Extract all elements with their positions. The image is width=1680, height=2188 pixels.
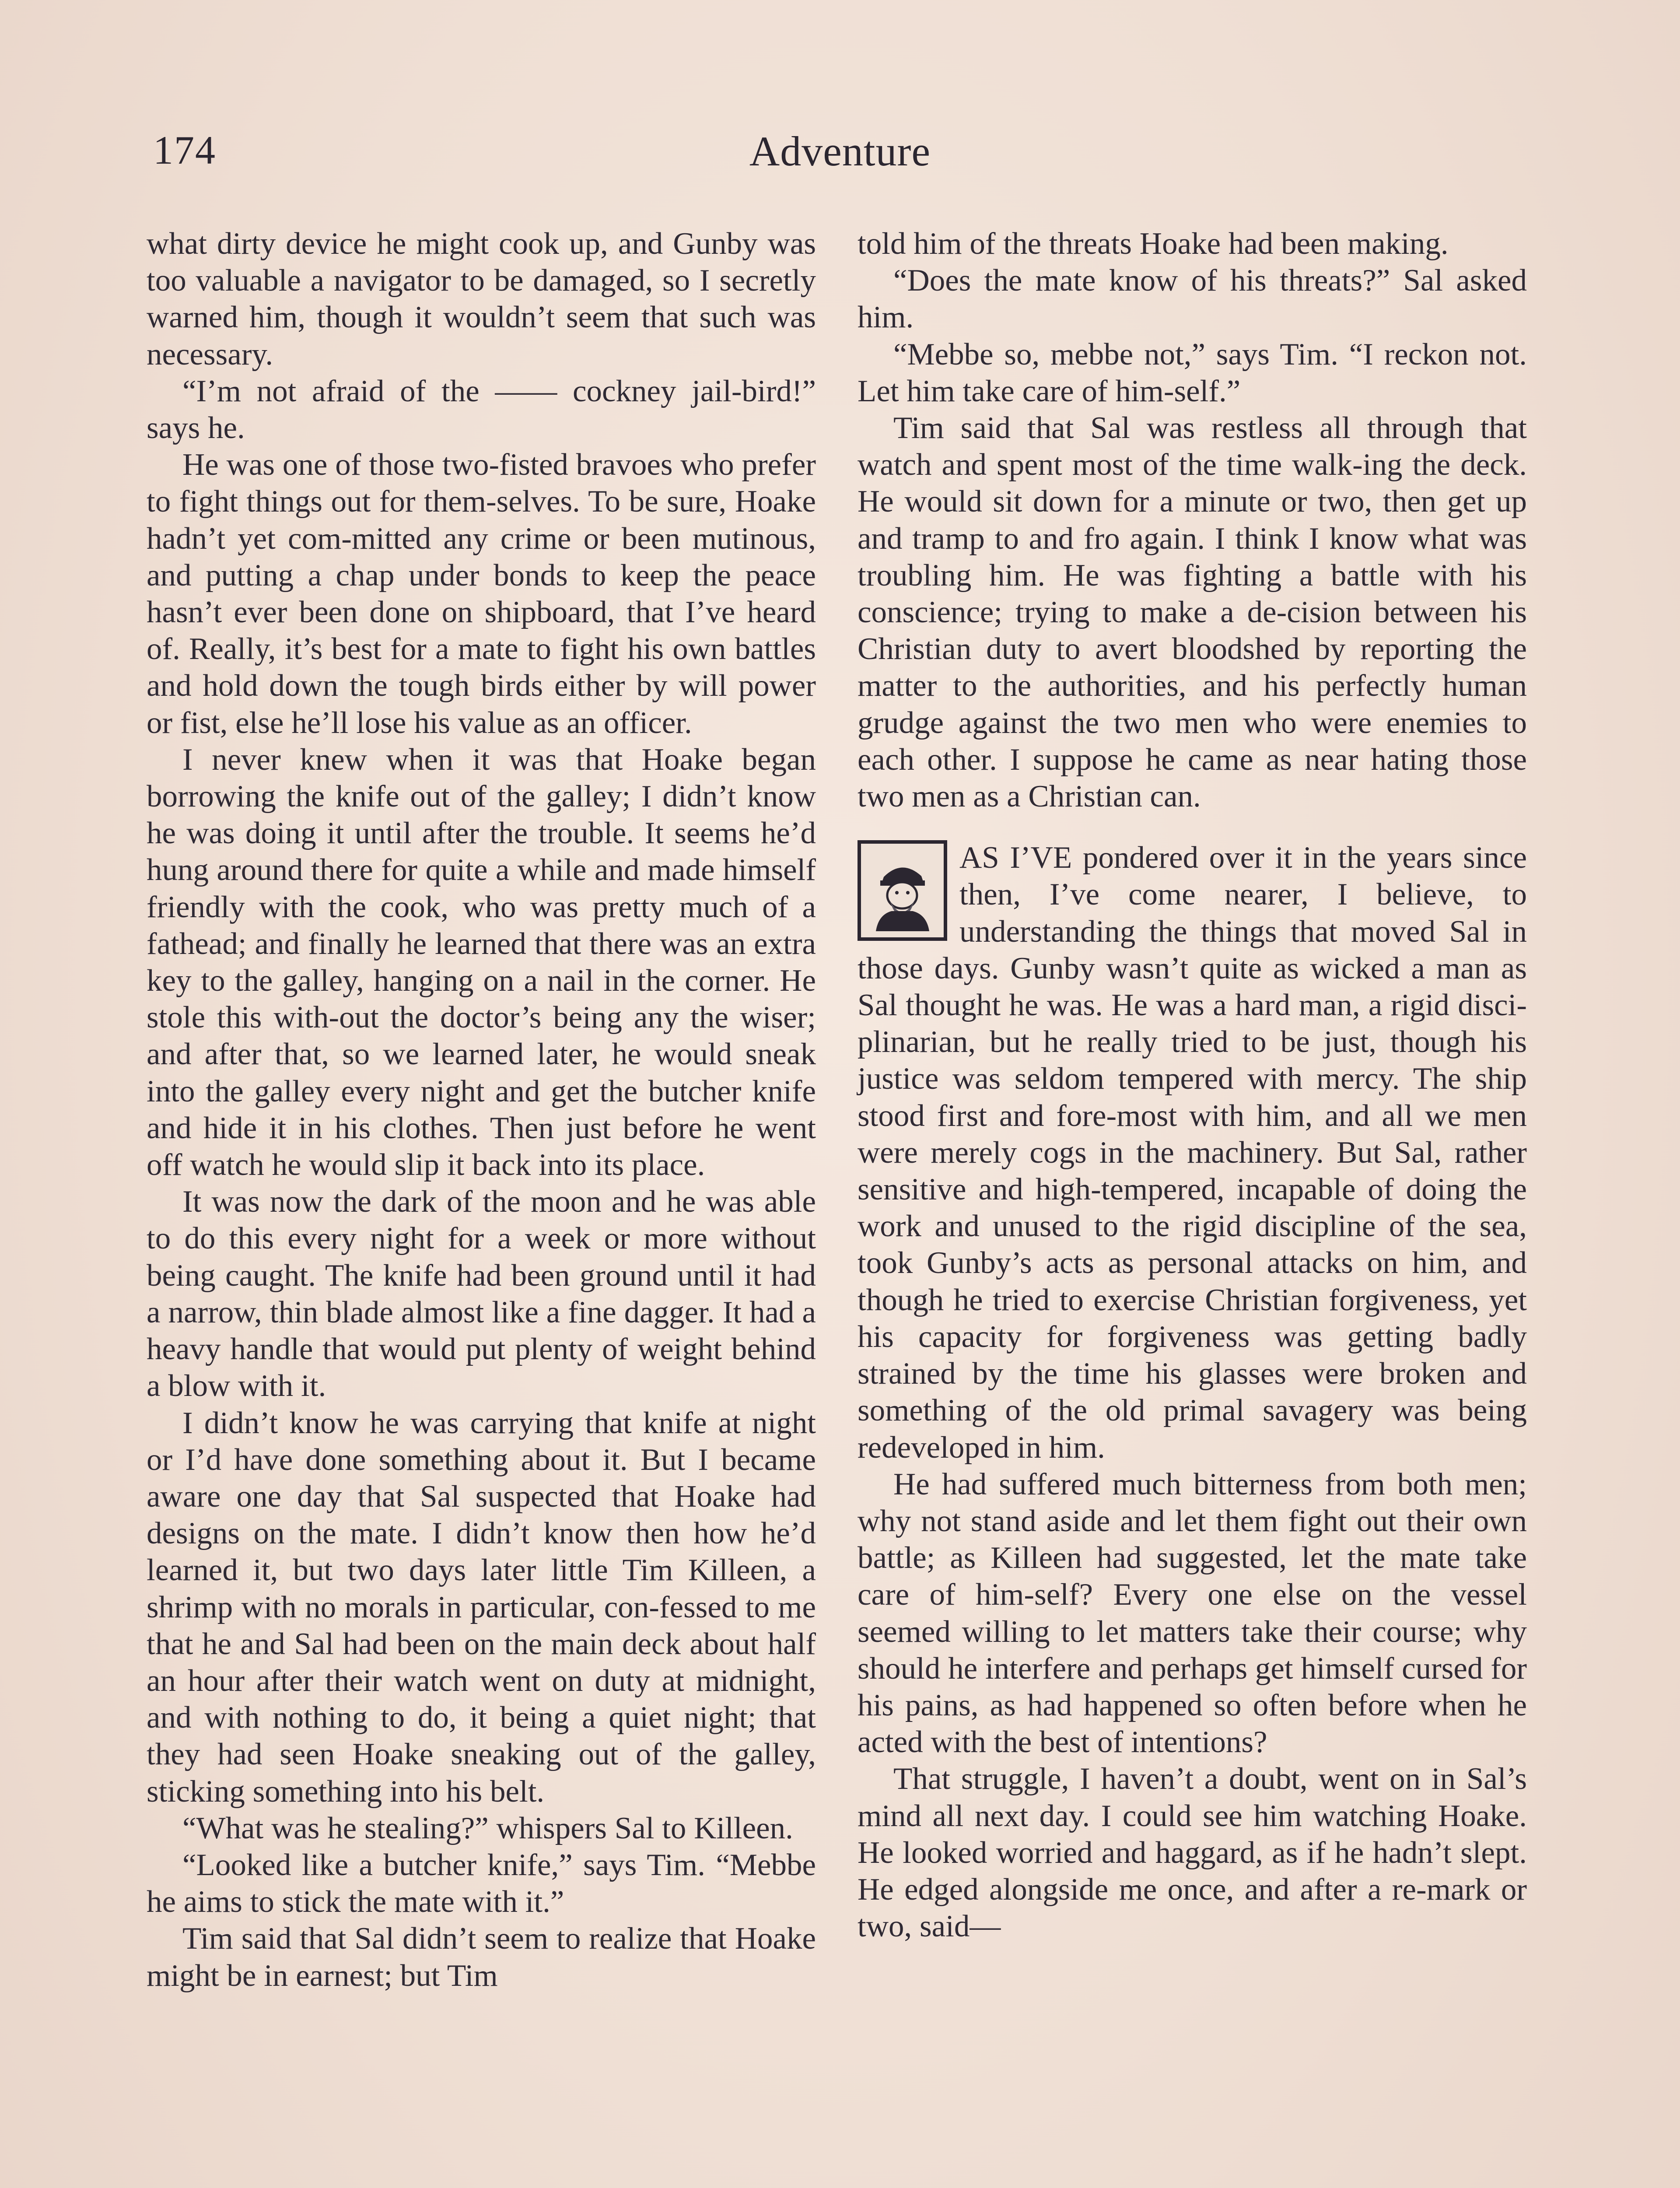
paragraph: “Mebbe so, mebbe not,” says Tim. “I reckon not. Let him take care of him-self.” <box>858 337 1527 408</box>
paragraph: Tim said that Sal didn’t seem to realize that Hoake might be in earnest; but Tim <box>147 1922 816 1993</box>
paragraph: “I’m not afraid of the —— cockney jail-bird!” says he. <box>147 374 816 445</box>
paragraph: I never knew when it was that Hoake began borrowing the knife out of the galley; I didn’t know he was doing it until after the trouble. It seems he’d hung around there for quite a while and made himself friendly with the cook, who was pretty much of a fathead; and finally he learned that there was an extra key to the galley, hanging on a nail in the corner. He stole this with-out the doctor’s being any the wiser; and after that, so we learned later, he would sneak into the galley every night and get the butcher knife and hide it in his clothes. Then just before he went off watch he would slip it back into its place. <box>147 742 816 1182</box>
paragraph: That struggle, I haven’t a doubt, went on in Sal’s mind all next day. I could see him watching Hoake. He looked worried and haggard, as if he hadn’t slept. He edged alongside me once, and after a re-mark or two, said— <box>858 1762 1527 1944</box>
paragraph: He was one of those two-fisted bravoes who prefer to fight things out for them-selves. To be sure, Hoake hadn’t yet com-mitted any crime or been mutinous, and putting a chap under bonds to keep the peace hasn’t ever been done on shipboard, that I’ve heard of. Really, it’s best for a mate to fight his own battles and hold down the tough birds either by will power or fist, else he’ll lose his value as an officer. <box>147 448 816 740</box>
page-number: 174 <box>153 128 216 172</box>
paragraph: what dirty device he might cook up, and Gunby was too valuable a navigator to be damaged, so I secretly warned him, though it wouldn’t seem that such was necessary. <box>147 227 816 372</box>
paragraph: “Looked like a butcher knife,” says Tim. “Mebbe he aims to stick the mate with it.” <box>147 1848 816 1919</box>
running-title: Adventure <box>749 128 931 175</box>
section-opening <box>858 839 1527 1466</box>
left-column <box>147 225 816 1994</box>
sailor-portrait-icon <box>858 840 947 941</box>
page-header <box>144 127 1536 193</box>
paragraph: Tim said that Sal was restless all through that watch and spent most of the time walk-ing the deck. He would sit down for a minute or two, then get up and tramp to and fro again. I think I know what was troubling him. He was fighting a battle with his conscience; trying to make a de-cision between his Christian duty to avert bloodshed by reporting the matter to the authorities, and his perfectly human grudge against the two men who were enemies to each other. I suppose he came as near hating those two men as a Christian can. <box>858 411 1527 814</box>
paragraph: told him of the threats Hoake had been making. <box>858 227 1449 261</box>
paragraph: “Does the mate know of his threats?” Sal asked him. <box>858 263 1527 335</box>
paragraph: I didn’t know he was carrying that knife at night or I’d have done something about it. But I became aware one day that Sal suspected that Hoake had designs on the mate. I didn’t know then how he’d learned it, but two days later little Tim Killeen, a shrimp with no morals in particular, con-fessed to me that he and Sal had been on the main deck about half an hour after their watch went on duty at midnight, and with nothing to do, it being a quiet night; that they had seen Hoake sneaking out of the galley, sticking something into his belt. <box>147 1406 816 1809</box>
sailor-portrait-illustration <box>867 850 938 931</box>
paragraph: He had suffered much bitterness from both men; why not stand aside and let them fight out their own battle; as Killeen had suggested, let the mate take care of him-self? Every one else on the vessel seemed willing to let matters take their course; why should he interfere and perhaps get himself cursed for his pains, as had happened so often before when he acted with the best of intentions? <box>858 1467 1527 1760</box>
paragraph: It was now the dark of the moon and he was able to do this every night for a week or more without being caught. The knife had been ground until it had a narrow, thin blade almost like a fine dagger. It had a heavy handle that would put plenty of weight behind a blow with it. <box>147 1185 816 1403</box>
paragraph: AS I’VE pondered over it in the years since then, I’ve come nearer, I believe, to understanding the things that moved Sal in those days. Gunby wasn’t quite as wicked a man as Sal thought he was. He was a hard man, a rigid disci-plinarian, but he really tried to be just, though his justice was seldom tempered with mercy. The ship stood first and fore-most with him, and all we men were merely cogs in the machinery. But Sal, rather sensitive and high-tempered, incapable of doing the work and unused to the rigid discipline of the sea, took Gunby’s acts as personal attacks on him, and though he tried to exercise Christian forgiveness, yet his capacity for forgiveness was getting badly strained by the time his glasses were broken and something of the old primal savagery was being redeveloped in him. <box>858 841 1527 1465</box>
paragraph: “What was he stealing?” whispers Sal to Killeen. <box>182 1811 793 1845</box>
right-column <box>858 225 1527 1945</box>
